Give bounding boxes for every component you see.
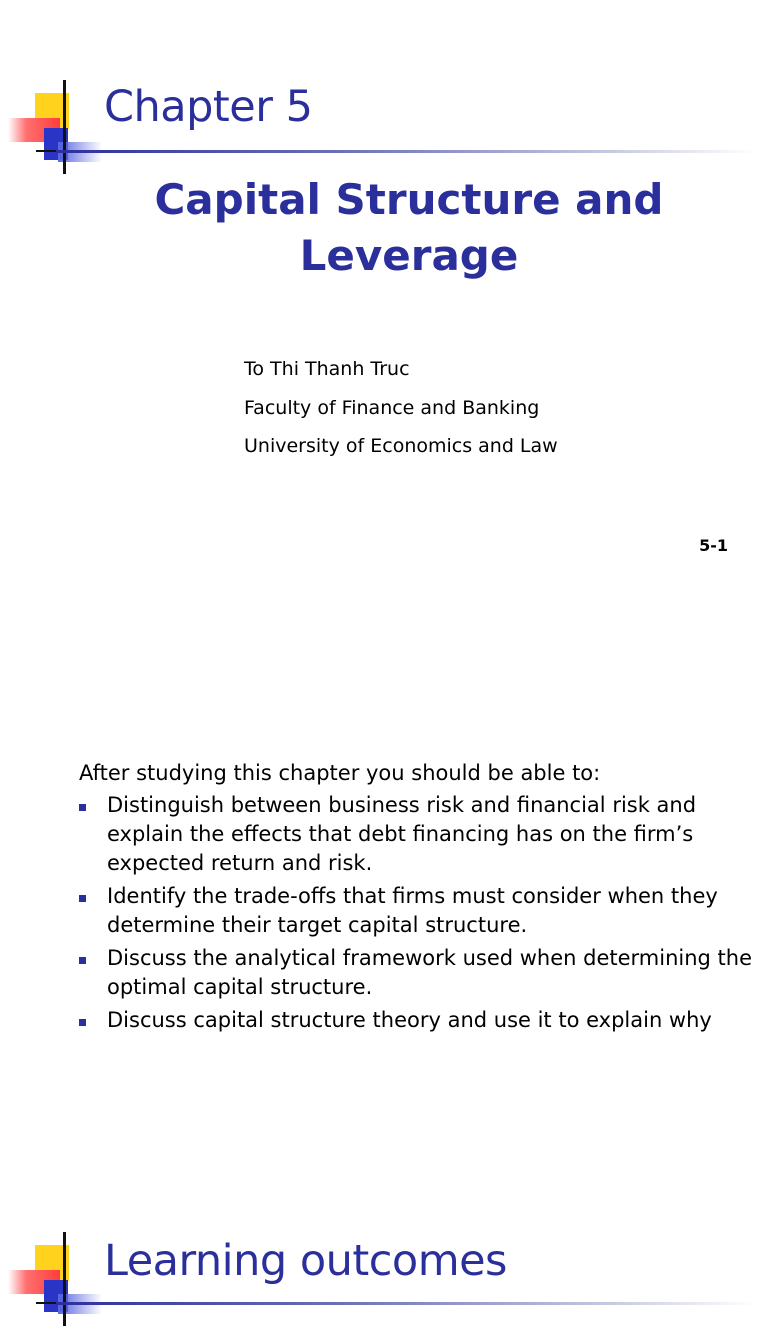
list-item-text: Discuss capital structure theory and use it to explain why: [107, 1008, 712, 1032]
author-block: [244, 350, 558, 466]
subtitle-line: Leverage: [299, 231, 519, 280]
logo-icon: [8, 80, 104, 176]
chapter-subtitle: [0, 172, 768, 284]
author-faculty: Faculty of Finance and Banking: [244, 396, 540, 419]
title-underline: [56, 150, 756, 153]
outcomes-intro: After studying this chapter you should be able to:: [79, 761, 601, 785]
list-item: [79, 1006, 759, 1035]
list-item: [79, 882, 759, 940]
outcomes-list: [79, 791, 759, 1039]
square-bullet-icon: [79, 957, 86, 964]
list-item: [79, 791, 759, 878]
page-number: 5-1: [699, 536, 728, 555]
list-item-text: Distinguish between business risk and financial risk and explain the effects that debt financing has on the firm’s expected return and risk.: [107, 793, 697, 875]
square-bullet-icon: [79, 1019, 86, 1026]
square-bullet-icon: [79, 804, 86, 811]
author-name: To Thi Thanh Truc: [244, 358, 410, 380]
title-underline: [56, 1302, 756, 1305]
square-bullet-icon: [79, 895, 86, 902]
subtitle-line: Capital Structure and: [154, 175, 664, 224]
slide-title: Chapter 5: [104, 82, 313, 132]
logo-icon: [8, 1232, 104, 1328]
slide-title: Learning outcomes: [104, 1236, 507, 1286]
list-item: [79, 944, 759, 1002]
list-item-text: Discuss the analytical framework used when determining the optimal capital structure.: [107, 946, 753, 999]
slide-chapter-title: [0, 0, 768, 576]
list-item-text: Identify the trade-offs that firms must consider when they determine their target capital structure.: [107, 884, 718, 937]
author-university: University of Economics and Law: [244, 435, 558, 457]
